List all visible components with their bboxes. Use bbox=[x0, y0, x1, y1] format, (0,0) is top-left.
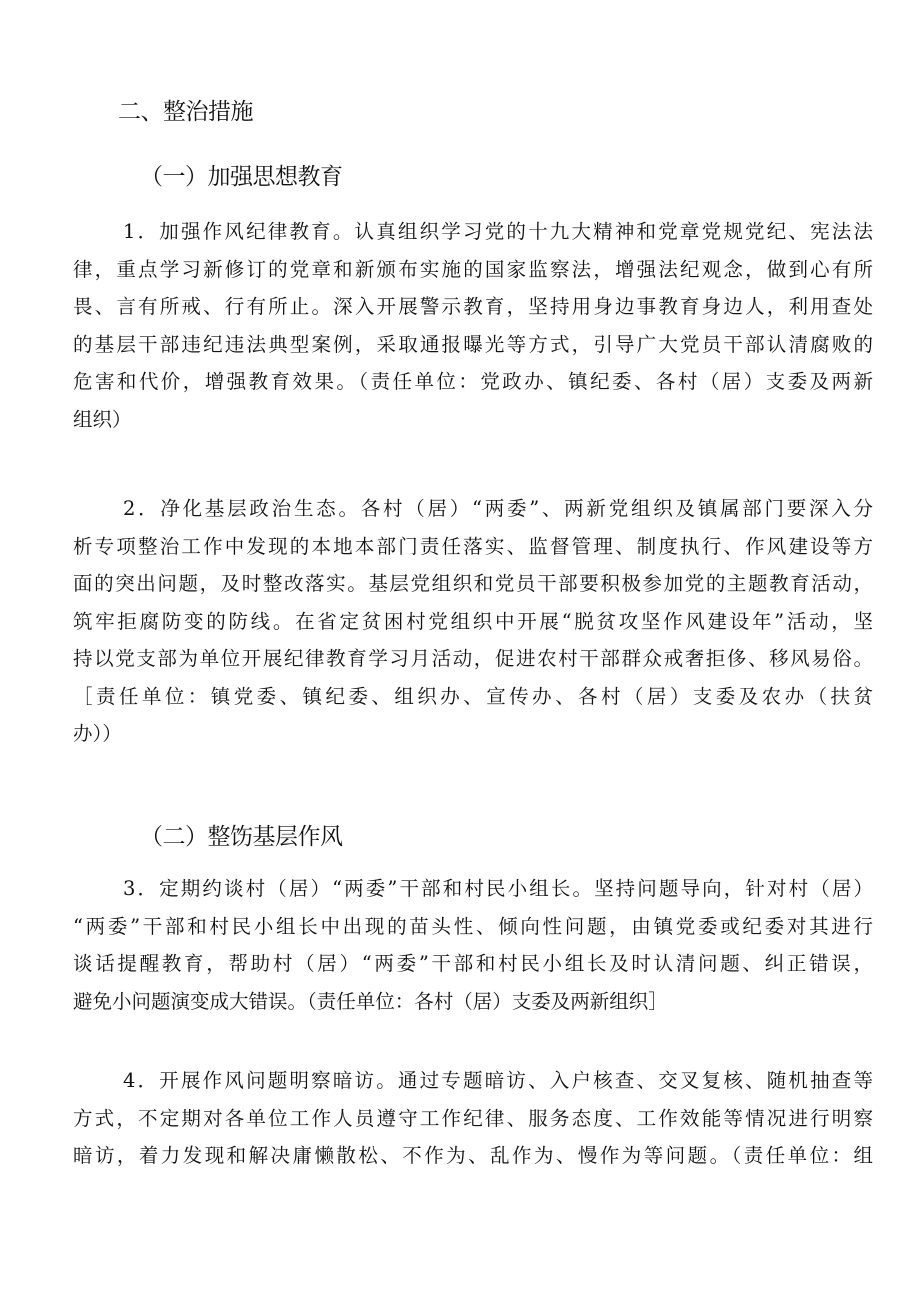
paragraph-line: 组织） bbox=[73, 407, 132, 431]
paragraph-line: 析专项整治工作中发现的本地本部门责任落实、监督管理、制度执行、作风建设等方 bbox=[73, 534, 873, 558]
paragraph-line: 持以党支部为单位开展纪律教育学习月活动，促进农村干部群众戒奢拒侈、移风易俗。 bbox=[73, 647, 873, 670]
paragraph-line: 1．加强作风纪律教育。认真组织学习党的十九大精神和党章党规党纪、宪法法 bbox=[123, 220, 873, 243]
paragraph-line: 避免小问题演变成大错误。（责任单位：各村（居）支委及两新组织］ bbox=[73, 989, 668, 1013]
subsection-heading-1: （一）加强思想教育 bbox=[140, 164, 343, 190]
paragraph-2 bbox=[73, 490, 873, 753]
paragraph-line: 3．定期约谈村（居）“两委”干部和村民小组长。坚持问题导向，针对村（居） bbox=[123, 877, 873, 900]
paragraph-line: 面的突出问题，及时整改落实。基层党组织和党员干部要积极参加党的主题教育活动， bbox=[73, 572, 873, 595]
paragraph-1 bbox=[73, 213, 873, 438]
paragraph-3 bbox=[73, 870, 873, 1020]
paragraph-line: 的基层干部违纪违法典型案例，采取通报曝光等方式，引导广大党员干部认清腐败的 bbox=[73, 332, 873, 356]
paragraph-4 bbox=[73, 1062, 873, 1175]
paragraph-line: 2．净化基层政治生态。各村（居）“两委”、两新党组织及镇属部门要深入分 bbox=[123, 497, 873, 520]
section-heading: 二、整治措施 bbox=[118, 99, 253, 125]
paragraph-line: 办）） bbox=[73, 722, 122, 745]
paragraph-line: 4．开展作风问题明察暗访。通过专题暗访、入户核查、交叉复核、随机抽查等 bbox=[123, 1069, 873, 1092]
paragraph-line: “两委”干部和村民小组长中出现的苗头性、倾向性问题，由镇党委或纪委对其进行 bbox=[73, 914, 873, 938]
paragraph-line: 危害和代价，增强教育效果。（责任单位：党政办、镇纪委、各村（居）支委及两新 bbox=[73, 370, 873, 393]
subsection-heading-2: （二）整饬基层作风 bbox=[140, 824, 343, 850]
paragraph-line: 筑牢拒腐防变的防线。在省定贫困村党组织中开展“脱贫攻坚作风建设年”活动，坚 bbox=[73, 609, 873, 633]
paragraph-line: 方式，不定期对各单位工作人员遵守工作纪律、服务态度、工作效能等情况进行明察 bbox=[73, 1106, 873, 1130]
paragraph-line: 谈话提醒教育，帮助村（居）“两委”干部和村民小组长及时认清问题、纠正错误， bbox=[73, 952, 873, 975]
paragraph-line: ［责任单位：镇党委、镇纪委、组织办、宣传办、各村（居）支委及农办（扶贫 bbox=[73, 684, 873, 708]
paragraph-line: 暗访，着力发现和解决庸懒散松、不作为、乱作为、慢作为等问题。（责任单位：组 bbox=[73, 1144, 873, 1167]
paragraph-line: 畏、言有所戒、行有所止。深入开展警示教育，坚持用身边事教育身边人，利用查处 bbox=[73, 295, 873, 318]
paragraph-line: 律，重点学习新修订的党章和新颁布实施的国家监察法，增强法纪观念，做到心有所 bbox=[73, 257, 873, 281]
